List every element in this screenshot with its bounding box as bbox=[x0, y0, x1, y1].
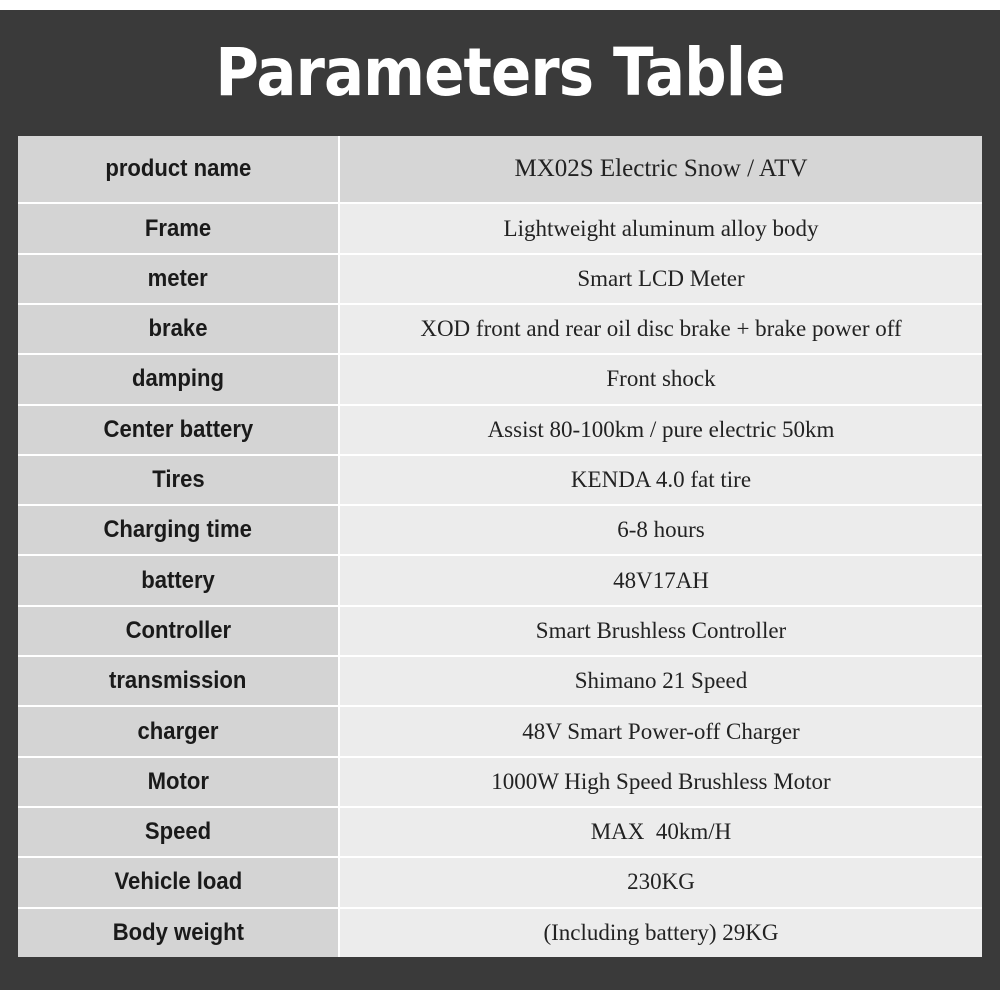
param-value: MAX 40km/H bbox=[339, 807, 982, 857]
table-row bbox=[18, 555, 982, 605]
table-row bbox=[18, 807, 982, 857]
param-label: Center battery bbox=[103, 415, 253, 443]
param-value: 1000W High Speed Brushless Motor bbox=[339, 757, 982, 807]
param-label: charger bbox=[137, 717, 219, 745]
table-row bbox=[18, 304, 982, 354]
param-label: meter bbox=[147, 264, 209, 292]
param-label-cell bbox=[18, 857, 339, 907]
table-row bbox=[18, 706, 982, 756]
param-label-cell bbox=[18, 354, 339, 404]
param-label-cell bbox=[18, 505, 339, 555]
param-label: damping bbox=[132, 365, 224, 393]
table-row bbox=[18, 656, 982, 706]
param-label-cell bbox=[18, 555, 339, 605]
table-row bbox=[18, 405, 982, 455]
param-value: 48V17AH bbox=[339, 555, 982, 605]
header-value-cell: MX02S Electric Snow / ATV bbox=[339, 136, 982, 203]
table-row bbox=[18, 254, 982, 304]
page-title: Parameters Table bbox=[215, 34, 785, 111]
param-label: transmission bbox=[109, 667, 247, 695]
param-value: XOD front and rear oil disc brake + brake power off bbox=[339, 304, 982, 354]
param-label-cell bbox=[18, 405, 339, 455]
param-value: Lightweight aluminum alloy body bbox=[339, 203, 982, 253]
param-value: Assist 80-100km / pure electric 50km bbox=[339, 405, 982, 455]
param-label: Frame bbox=[144, 214, 212, 242]
param-value: 6-8 hours bbox=[339, 505, 982, 555]
table-header-row bbox=[18, 136, 982, 203]
param-label-cell bbox=[18, 304, 339, 354]
table-row bbox=[18, 505, 982, 555]
param-value: Smart LCD Meter bbox=[339, 254, 982, 304]
param-value: 230KG bbox=[339, 857, 982, 907]
param-label: battery bbox=[141, 566, 215, 594]
param-value: KENDA 4.0 fat tire bbox=[339, 455, 982, 505]
table-row bbox=[18, 455, 982, 505]
param-label: Motor bbox=[147, 767, 209, 795]
param-label-cell bbox=[18, 606, 339, 656]
param-label: Vehicle load bbox=[114, 868, 242, 896]
param-label: Tires bbox=[151, 466, 205, 494]
table-row bbox=[18, 606, 982, 656]
param-label: Speed bbox=[144, 818, 212, 846]
param-label-cell bbox=[18, 254, 339, 304]
table-row bbox=[18, 857, 982, 907]
table-row bbox=[18, 203, 982, 253]
param-label: Body weight bbox=[112, 918, 244, 946]
param-label: Charging time bbox=[103, 516, 253, 544]
header-label-cell bbox=[18, 136, 339, 203]
parameters-table bbox=[18, 136, 982, 957]
param-label-cell bbox=[18, 455, 339, 505]
param-label-cell bbox=[18, 203, 339, 253]
table-row bbox=[18, 757, 982, 807]
param-label: Controller bbox=[125, 616, 231, 644]
param-label-cell bbox=[18, 807, 339, 857]
param-label-cell bbox=[18, 908, 339, 957]
table-row bbox=[18, 908, 982, 957]
param-label-cell bbox=[18, 757, 339, 807]
param-value: (Including battery) 29KG bbox=[339, 908, 982, 957]
param-label-cell bbox=[18, 706, 339, 756]
param-value: Front shock bbox=[339, 354, 982, 404]
param-label-cell bbox=[18, 656, 339, 706]
table-row bbox=[18, 354, 982, 404]
param-value: 48V Smart Power-off Charger bbox=[339, 706, 982, 756]
param-value: Shimano 21 Speed bbox=[339, 656, 982, 706]
param-label: brake bbox=[148, 315, 208, 343]
param-value: Smart Brushless Controller bbox=[339, 606, 982, 656]
header-label: product name bbox=[105, 155, 251, 183]
